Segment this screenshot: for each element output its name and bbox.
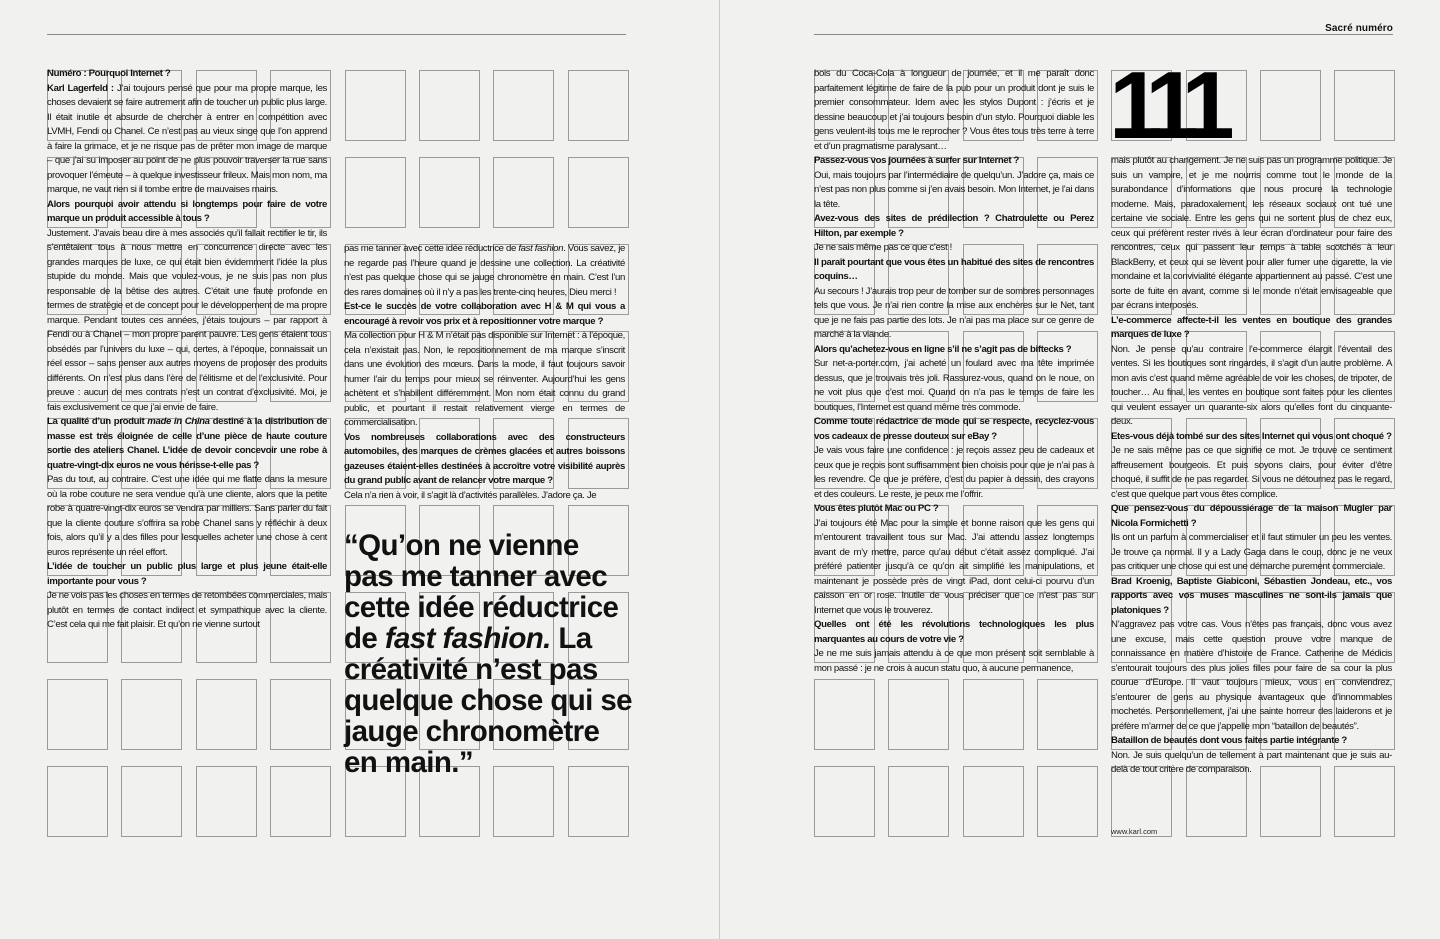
interview-question: Vos nombreuses collaborations avec des constructeurs automobiles, des marques de crèmes glacées et autres boissons gazeuses étaient-elles destinées à accroître votre visibilité auprès du grand public avant de relancer votre marque ? [344, 431, 625, 486]
interview-question: Passez-vous vos journées à surfer sur Internet ? [814, 155, 1019, 166]
interview-answer: Au secours ! J’aurais trop peur de tomber sur de sombres personnages tels que vous. Je n’ai rien contre la mise aux enchères sur le Net, tant que je ne fais pas partie des lots. Je n’ai pas ma place sur ce genre de marché à la viande. [814, 285, 1094, 340]
grid-box [345, 70, 406, 141]
interview-question: Avez-vous des sites de prédilection ? Chatroulette ou Perez Hilton, par exemple ? [814, 213, 1094, 239]
bold-run: La qualité d’un produit [47, 416, 148, 427]
pull-quote-text: “Qu’on ne vienne pas me tanner avec cette idée réductrice de [344, 529, 619, 655]
grid-box [1037, 679, 1098, 750]
grid-box [493, 70, 554, 141]
grid-box [196, 766, 257, 837]
pull-quote-text-end: La créativité n’est pas quelque chose qui se jauge chronomètre en main.” [344, 622, 632, 779]
interview-answer: Pas du tout, au contraire. C’est une idée qui me flatte dans la mesure où la robe couture ne sera vendue qu’à une cliente, alors que la petite robe à quatre-vingt-dix euros se vendra par milliers. Sans parler du fait que la cliente couture s’offrira sa robe Chanel sans y réfléchir à deux fois, alors qu’il y a des filles pour lesquelles acheter une chose à cent euros représente un réel effort. [47, 474, 327, 558]
grid-box [419, 70, 480, 141]
interview-answer: Je ne me suis jamais attendu à ce que mon présent soit semblable à mon passé : je ne crois à aucun statu quo, à aucune permanence, [814, 648, 1094, 674]
text-run: pas me tanner avec cette idée réductrice de [344, 243, 519, 254]
page-gutter [719, 0, 720, 939]
interview-answer: Justement. J’avais beau dire à mes associés qu’il fallait rectifier le tir, ils s’entêtaient tous à nous mettre en concurrence directe avec les grandes marques de luxe, ce qui était bien évidemment l’idée la plus stupide du monde. Mais que voulez-vous, je ne suis pas non plus responsable de la bêtise des autres. C’était une faute profonde en termes de stratégie et de concept pour le développement de ma propre marque. Pendant toutes ces années, j’étais toujours – par rapport à Fendi ou à Chanel – mon propre parent pauvre. Les gens étaient tous obsédés par l’univers du luxe – qui, certes, à l’époque, connaissait un réel essor – sans penser aux autres moyens de proposer des produits différents. On n’est plus dans l’ère de l’élitisme et de l’exclusivité. Pour preuve : aucun de mes contrats n’est un contrat d’exclusivité. Moi, je fais exclusivement ce que j’ai envie de faire. [47, 227, 327, 413]
grid-box [963, 766, 1024, 837]
bold-run: destiné à la distribution de masse est très éloignée de celle d’une pièce de haute couture sortie des ateliers Chanel. L’idée de devoir concevoir une robe à quatre-vingt-dix euros ne vous hérisse-t-elle pas ? [47, 416, 327, 471]
bold-italic-run: made in China [147, 416, 210, 427]
text-run: . Vous savez, je ne regarde pas l’heure quand je dessine une collection. La créativité n’est pas quelque chose qui se jauge chronomètre en main. C’est l’un des rares domaines où il n’y a pas les trente-cinq heures, Dieu merci ! [344, 243, 625, 298]
interview-question: L’e-commerce affecte-t-il les ventes en boutique des grandes marques de luxe ? [1111, 314, 1392, 340]
interview-question: Bataillon de beautés dont vous faites partie intégrante ? [1111, 735, 1347, 746]
grid-box [814, 679, 875, 750]
grid-box [568, 157, 629, 228]
interview-answer: J’ai toujours été Mac pour la simple et bonne raison que les gens qui m’entourent travaillent tous sur Mac. J’ai attendu assez longtemps avant de m’y mettre, parce qu’au début c’était assez compliqué. J’ai préféré patienter jusqu’à ce qu’on ait simplifié les manipulations, et maintenant je possède près de vingt iPad, dont celui-ci pourvu d’un caisson en or rose. Inutile de vous préciser que ce n’est pas sur Internet que vous le trouverez. [814, 517, 1094, 616]
interview-question: Que pensez-vous du dépoussiérage de la maison Mugler par Nicola Formichetti ? [1111, 503, 1392, 529]
text-column-3 [814, 67, 1094, 676]
grid-box [121, 679, 182, 750]
right-header-rule [814, 34, 1393, 35]
interview-answer: bois du Coca-Cola à longueur de journée, et il me paraît donc parfaitement légitime de faire de la pub pour un produit dont je suis le premier consommateur. Idem avec les stylos Dupont : j’écris et je dessine beaucoup et j’ai toujours besoin d’un stylo. Pourquoi diable les gens veulent-ils tous me le reprocher ? Vous êtes tous très terre à terre et d’un pragmatisme paralysant… [814, 68, 1094, 152]
interview-question: Il paraît pourtant que vous êtes un habitué des sites de rencontres coquins… [814, 256, 1094, 282]
interview-question: Numéro : Pourquoi Internet ? [47, 68, 171, 79]
bold-run: Karl Lagerfeld : [47, 82, 118, 94]
pull-quote-italic: fast fashion. [384, 622, 551, 655]
page-number: 111 [1109, 52, 1223, 159]
interview-question: Est-ce le succès de votre collaboration avec H & M qui vous a encouragé à revoir vos prix et à repositionner votre marque ? [344, 301, 625, 327]
interview-answer: Oui, mais toujours par l’intermédiaire de quelqu’un. J’adore ça, mais ce n’est pas non plus comme si j’en avais besoin. Mon Internet, je l’ai dans la tête. [814, 169, 1094, 210]
interview-answer: Non. Je suis quelqu’un de tellement à part maintenant que je suis au-delà de tout critère de comparaison. [1111, 749, 1392, 775]
interview-question: L’idée de toucher un public plus large et plus jeune était-elle importante pour vous ? [47, 561, 327, 587]
website-url: www.karl.com [1111, 827, 1158, 836]
interview-answer: Cela n’a rien à voir, il s’agit là d’activités parallèles. J’adore ça. Je [344, 489, 597, 501]
grid-box [47, 679, 108, 750]
interview-question: Quelles ont été les révolutions technologiques les plus marquantes au cours de votre vie ? [814, 619, 1094, 645]
grid-box [493, 157, 554, 228]
interview-answer: Sur net-a-porter.com, j’ai acheté un foulard avec ma tête imprimée dessus, que je trouvais très joli. Rassurez-vous, quand on le noue, on ne voit plus que c’est moi. Quand on n’a pas le temps de faire les boutiques, l’Internet est quand même très commode. [814, 358, 1094, 413]
grid-box [1334, 70, 1395, 141]
grid-box [121, 766, 182, 837]
text-column-4 [1111, 154, 1392, 778]
grid-box [963, 679, 1024, 750]
grid-box [419, 157, 480, 228]
grid-box [888, 766, 949, 837]
interview-answer: Ils ont un parfum à commercialiser et il faut stimuler un peu les ventes. Je trouve ça normal. Il y a Lady Gaga dans le coup, donc je ne veux pas critiquer une chose qui est une démarche purement commerciale. [1111, 532, 1392, 572]
running-head: Sacré numéro [1325, 23, 1393, 34]
interview-question: Etes-vous déjà tombé sur des sites Internet qui vous ont choqué ? [1111, 430, 1392, 442]
interview-question: Comme toute rédactrice de mode qui se respecte, recyclez-vous vos cadeaux de presse douteux sur eBay ? [814, 416, 1094, 442]
interview-answer: Je ne vois pas les choses en termes de retombées commerciales, mais plutôt en termes de contact indirect et sympathique avec la cliente. C’est cela qui me fait plaisir. Et qu’on ne vienne surtout [47, 590, 327, 630]
paragraph [344, 242, 625, 300]
grid-box [1260, 70, 1321, 141]
interview-question: Vous êtes plutôt Mac ou PC ? [814, 503, 939, 514]
interview-answer: Je vais vous faire une confidence : je reçois assez peu de cadeaux et ceux que je reçois sont suffisamment bien choisis pour que je n’ai pas à les revendre. Ce que je préfère, c’est du papier à dessin, des crayons et des couleurs. Le reste, je peux me l’offrir. [814, 445, 1094, 500]
grid-box [814, 766, 875, 837]
grid-box [1037, 766, 1098, 837]
paragraph [47, 415, 327, 473]
grid-box [568, 70, 629, 141]
pull-quote [344, 530, 634, 778]
interview-question: Brad Kroenig, Baptiste Giabiconi, Sébastien Jondeau, etc., vos rapports avec vos muses masculines ne sont-ils jamais que platoniques ? [1111, 575, 1392, 616]
grid-box [196, 679, 257, 750]
interview-answer: Ma collection pour H & M n’était pas disponible sur Internet : à l’époque, cela n’existait pas. Non, le repositionnement de ma marque s’inscrit dans une évolution des mœurs. Dans la mode, il faut toujours savoir humer l’air du temps pour mieux se réinventer. Aujourd’hui les gens achètent et s’habillent différemment. Mon nom était connu du grand public, et pourtant il restait relativement vierge en termes de commercialisation. [344, 330, 625, 428]
interview-question: Alors qu’achetez-vous en ligne s’il ne s’agit pas de biftecks ? [814, 343, 1072, 355]
interview-answer: mais plutôt au changement. Je ne suis pas un programme politique. Je suis un vampire, et je me nourris comme tout le monde de la surabondance d’informations que nous procure la technologie moderne. Mais, paradoxalement, les réseaux sociaux ont tué une certaine vie sociale. Entre les gens qui ne sortent plus de chez eux, ceux qui préfèrent rester rivés à leur écran d’ordinateur pour faire des rencontres, ceux qui passent leur temps à table scotchés à leur BlackBerry, et ceux qui se lèvent pour aller fumer une cigarette, la vie mondaine et la convivialité élégante appartiennent au passé. C’est une sorte de fuite en avant, comme si le monde n’était envisageable que par écrans interposés. [1111, 155, 1392, 311]
interview-answer: Non. Je pense qu’au contraire l’e-commerce élargit l’éventail des ventes. Si les boutiques sont ringardes, il s’agit d’un autre problème. A mon avis c’est quand même agréable de voir les choses, de tripoter, de toucher… Au final, les ventes en boutique sont faites pour les clientes qui veulent essayer un quarante-six alors qu’elles font du cinquante-deux. [1111, 343, 1392, 427]
interview-answer: Je ne sais même pas ce que signifie ce mot. Je trouve ce sentiment affreusement bourgeois. Et puis soyons clairs, pour éviter d’être choqué, il suffit de ne pas regarder. Si vous ne détournez pas le regard, c’est que quelque part vous êtes complice. [1111, 445, 1392, 500]
interview-question: Alors pourquoi avoir attendu si longtemps pour faire de votre marque un produit accessible à tous ? [47, 198, 327, 224]
paragraph [47, 82, 327, 198]
text-column-2 [344, 242, 625, 503]
grid-box [270, 679, 331, 750]
italic-run: fast fashion [518, 243, 564, 254]
interview-answer: N’aggravez pas votre cas. Vous n’êtes pas français, donc vous avez une excuse, mais cette question prouve votre manque de connaissance en matière d’histoire de France. Catherine de Médicis s’entourait toujours des plus jolies filles pour faire de sa cour la plus courue d’Europe. Il vaut toujours mieux, vous en conviendrez, s’entourer de gens au physique avantageux que d’innommables mochetés. Personnellement, j’ai une sainte horreur des laiderons et je préfère m’armer de ce que j’appelle mon “bataillon de beautés”. [1111, 619, 1392, 732]
left-header-rule [47, 34, 626, 35]
grid-box [270, 766, 331, 837]
grid-box [345, 157, 406, 228]
grid-box [47, 766, 108, 837]
interview-answer: Je ne sais même pas ce que c’est ! [814, 242, 952, 253]
text-column-1 [47, 67, 327, 633]
grid-box [888, 679, 949, 750]
text-run: J’ai toujours pensé que pour ma propre marque, les choses devaient se faire autrement afin de toucher un public plus large. Il était inutile et absurde de chercher à entrer en compétition avec LVMH, Fendi ou Chanel. Ce n’est pas au vieux singe que l’on apprend à faire la grimace, et je ne risque pas de prêter mon image de marque – que j’ai su imposer au point de ne plus pouvoir traverser la rue sans provoquer l’émeute – à quelque investisseur frileux. Mais mon nom, ma marque, ne vaut rien si il tombe entre de mauvaises mains. [47, 82, 328, 195]
